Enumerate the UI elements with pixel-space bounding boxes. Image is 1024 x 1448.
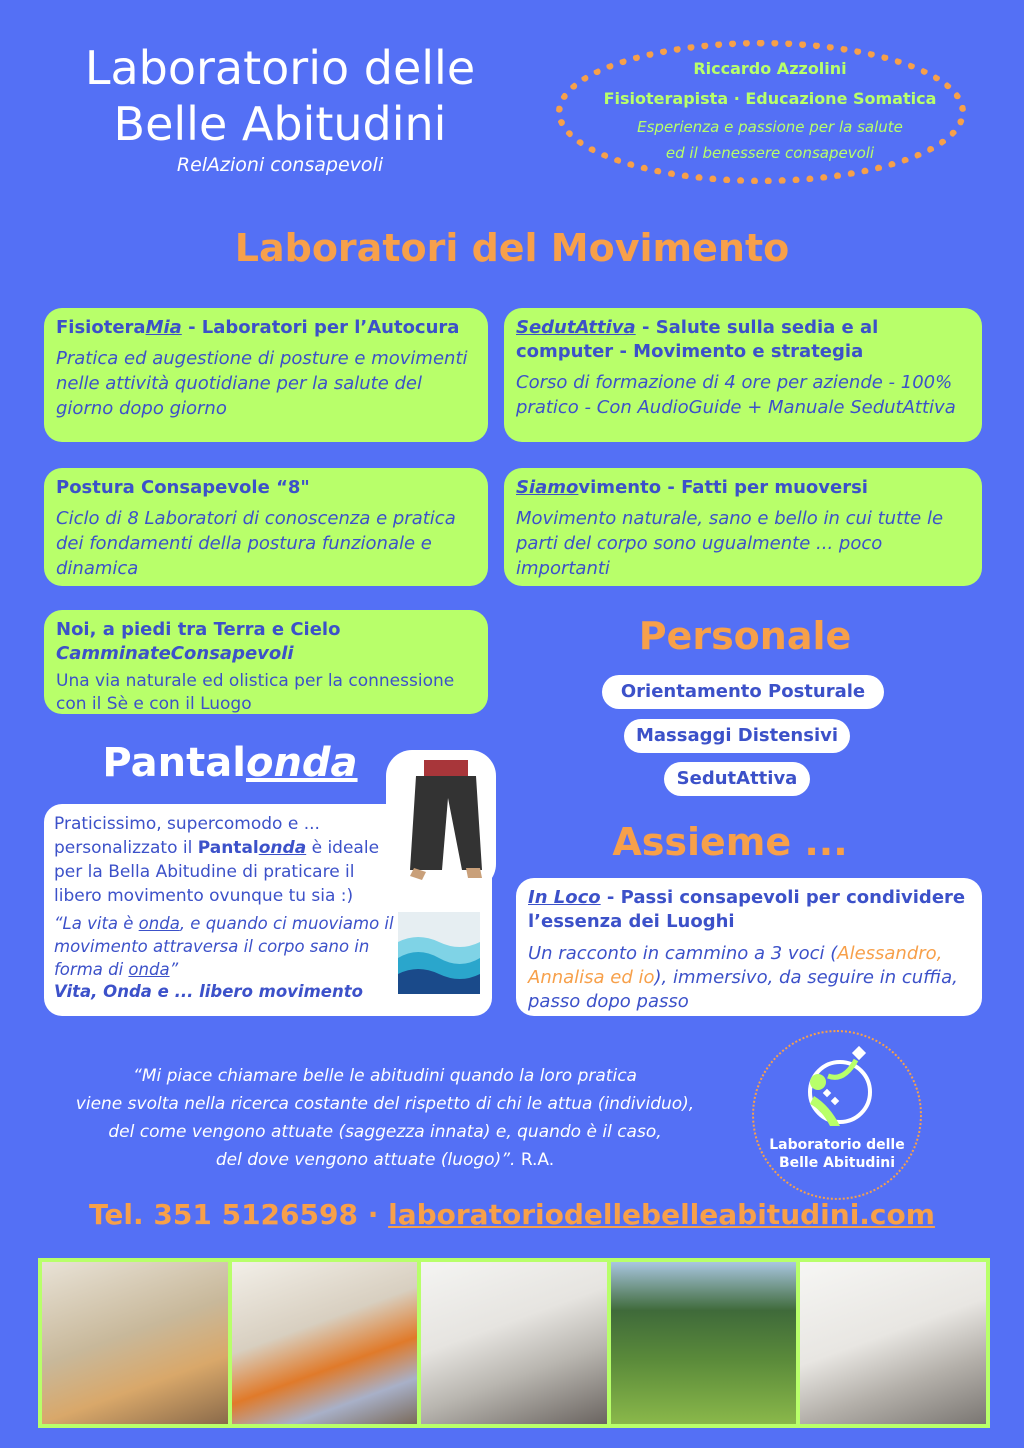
personale-heading: Personale — [638, 614, 852, 658]
card-title: FisioteraMia - Laboratori per l’Autocura — [56, 317, 460, 338]
card-body: Una via naturale ed olistica per la connessione con il Sè e con il Luogo — [56, 671, 455, 714]
page-subtitle: RelAzioni consapevoli — [176, 154, 384, 176]
card-title: SedutAttiva - Salute sulla sedia e al computer - Movimento e strategia — [516, 317, 879, 362]
contact-oval — [570, 54, 970, 166]
section-title: Laboratori del Movimento — [234, 226, 790, 270]
photo-seated-breathing — [421, 1262, 607, 1424]
card-title: Postura Consapevole “8" — [56, 477, 310, 498]
pill-massaggi: Massaggi Distensivi — [624, 719, 850, 753]
photo-barre-exercise — [800, 1262, 986, 1424]
pants-photo — [386, 750, 496, 890]
therapist-role: Fisioterapista · Educazione Somatica — [603, 89, 937, 108]
assieme-card-body: Un racconto in cammino a 3 voci (Alessandro, Annalisa ed io), immersivo, da seguire in cuffia, passo dopo passo — [528, 943, 958, 1012]
assieme-card — [516, 878, 982, 1016]
card-title-line1: Noi, a piedi tra Terra e Cielo — [56, 619, 341, 640]
card-fisioteramia — [44, 308, 488, 442]
photo-outdoor-park — [611, 1262, 797, 1424]
website-link[interactable]: laboratoriodellebelleabitudini.com — [388, 1198, 935, 1231]
card-sedutattiva — [504, 308, 982, 442]
card-postura-consapevole — [44, 468, 488, 586]
logo-figure-icon — [800, 1046, 880, 1130]
card-body: Movimento naturale, sano e bello in cui tutte le parti del corpo sono ugualmente ... poco importanti — [516, 508, 944, 579]
card-body: Ciclo di 8 Laboratori di conoscenza e pratica dei fondamenti della postura funzionale e dinamica — [56, 508, 456, 579]
bottom-quote: “Mi piace chiamare belle le abitudini quando la loro pratica viene svolta nella ricerca costante del rispetto di chi le attua (individuo), del come vengono attuate (saggezza innata) e, quando è il caso, del dove vengono attuate (luogo)”. R.A. — [75, 1066, 695, 1170]
contact-line — [0, 1198, 1024, 1231]
pantalonda-description: Praticissimo, supercomodo e ... personalizzato il Pantalonda è ideale per la Bella Abitudine di praticare il libero movimento ovunque tu sia :) — [54, 814, 380, 906]
wave-illustration — [398, 912, 480, 994]
assieme-card-title: In Loco - Passi consapevoli per condividere l’essenza dei Luoghi — [528, 887, 966, 932]
pantalonda-quote: “La vita è onda, e quando ci muoviamo il movimento attraversa il corpo sano in forma di onda” — [54, 914, 394, 979]
photo-strip — [38, 1258, 990, 1428]
tagline-line1: Esperienza e passione per la salute — [637, 118, 903, 136]
card-siamovimento — [504, 468, 982, 586]
page-title — [60, 40, 500, 152]
pantalonda-closing: Vita, Onda e ... libero movimento — [54, 982, 363, 1001]
wave-fabric-photo — [398, 912, 480, 994]
pill-sedutattiva: SedutAttiva — [664, 762, 810, 796]
pill-orientamento: Orientamento Posturale — [602, 675, 884, 709]
photo-floor-exercise — [42, 1262, 228, 1424]
card-body: Corso di formazione di 4 ore per aziende - 100% pratico - Con AudioGuide + Manuale SedutAttiva — [516, 372, 956, 418]
card-title-line2: CamminateConsapevoli — [56, 643, 294, 664]
phone-number[interactable]: Tel. 351 5126598 · — [89, 1198, 389, 1231]
photo-fabric-movement — [232, 1262, 418, 1424]
card-title: Siamovimento - Fatti per muoversi — [516, 477, 868, 498]
therapist-name: Riccardo Azzolini — [693, 59, 847, 78]
assieme-heading: Assieme ... — [612, 820, 848, 864]
pants-illustration — [386, 750, 496, 890]
card-camminate-consapevoli — [44, 610, 488, 714]
title-line1: Laboratorio delle — [84, 41, 476, 95]
tagline-line2: ed il benessere consapevoli — [665, 144, 875, 162]
title-line2: Belle Abitudini — [113, 97, 447, 151]
logo-text: Laboratorio delle Belle Abitudini — [769, 1137, 905, 1171]
card-body: Pratica ed augestione di posture e movimenti nelle attività quotidiane per la salute del giorno dopo giorno — [56, 348, 468, 419]
pantalonda-title: Pantalonda — [102, 740, 358, 786]
